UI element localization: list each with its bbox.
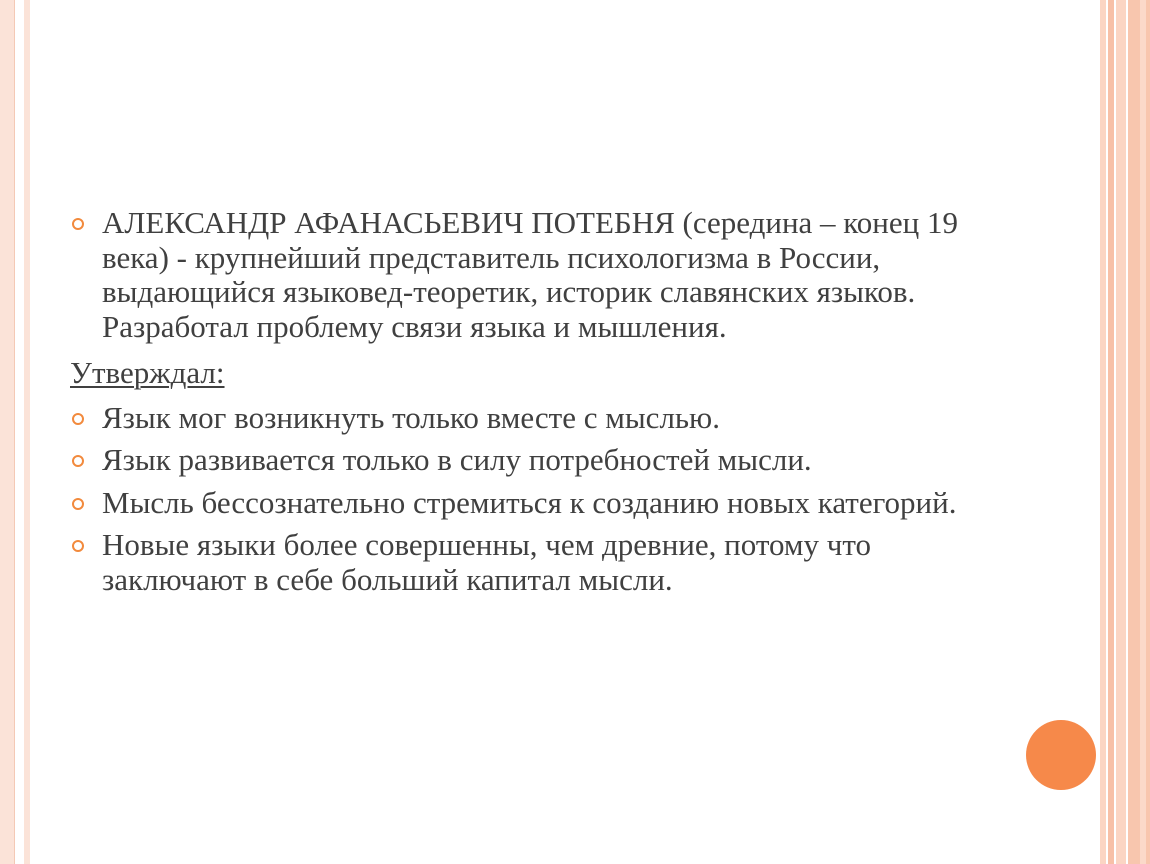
list-item — [70, 443, 990, 478]
list-item — [70, 401, 990, 436]
right-border-stripe — [1128, 0, 1150, 864]
right-border-stripe — [1116, 0, 1126, 864]
slide-body — [70, 206, 990, 605]
claim-text: Мысль бессознательно стремиться к созданию новых категорий. — [102, 484, 957, 520]
claim-text: Язык мог возникнуть только вместе с мыслью. — [102, 399, 720, 435]
right-border-stripe — [1140, 0, 1146, 864]
list-item — [70, 528, 990, 597]
bullet-icon — [72, 455, 84, 467]
left-border-stripe — [0, 0, 15, 864]
bullet-icon — [72, 498, 84, 510]
bullet-icon — [72, 218, 84, 230]
bullet-icon — [72, 413, 84, 425]
right-border-stripe — [1100, 0, 1106, 864]
bullet-icon — [72, 540, 84, 552]
decorative-orange-circle — [1026, 720, 1096, 790]
intro-bullet — [70, 206, 990, 344]
list-item — [70, 486, 990, 521]
claim-text: Язык развивается только в силу потребностей мысли. — [102, 442, 812, 477]
claim-text: Новые языки более совершенны, чем древние, потому что заключают в себе больший капитал мысли. — [102, 527, 871, 597]
intro-text: АЛЕКСАНДР АФАНАСЬЕВИЧ ПОТЕБНЯ (середина – конец 19 века) - крупнейший представитель психологизма в России, выдающийся языковед-теоретик, историк славянских языков. Разработал проблему связи языка и мышления. — [102, 205, 958, 344]
left-border-stripe-inner — [24, 0, 30, 864]
claims-heading-text: Утверждал: — [70, 355, 225, 390]
claims-heading — [70, 356, 990, 391]
right-border-stripe — [1108, 0, 1114, 864]
